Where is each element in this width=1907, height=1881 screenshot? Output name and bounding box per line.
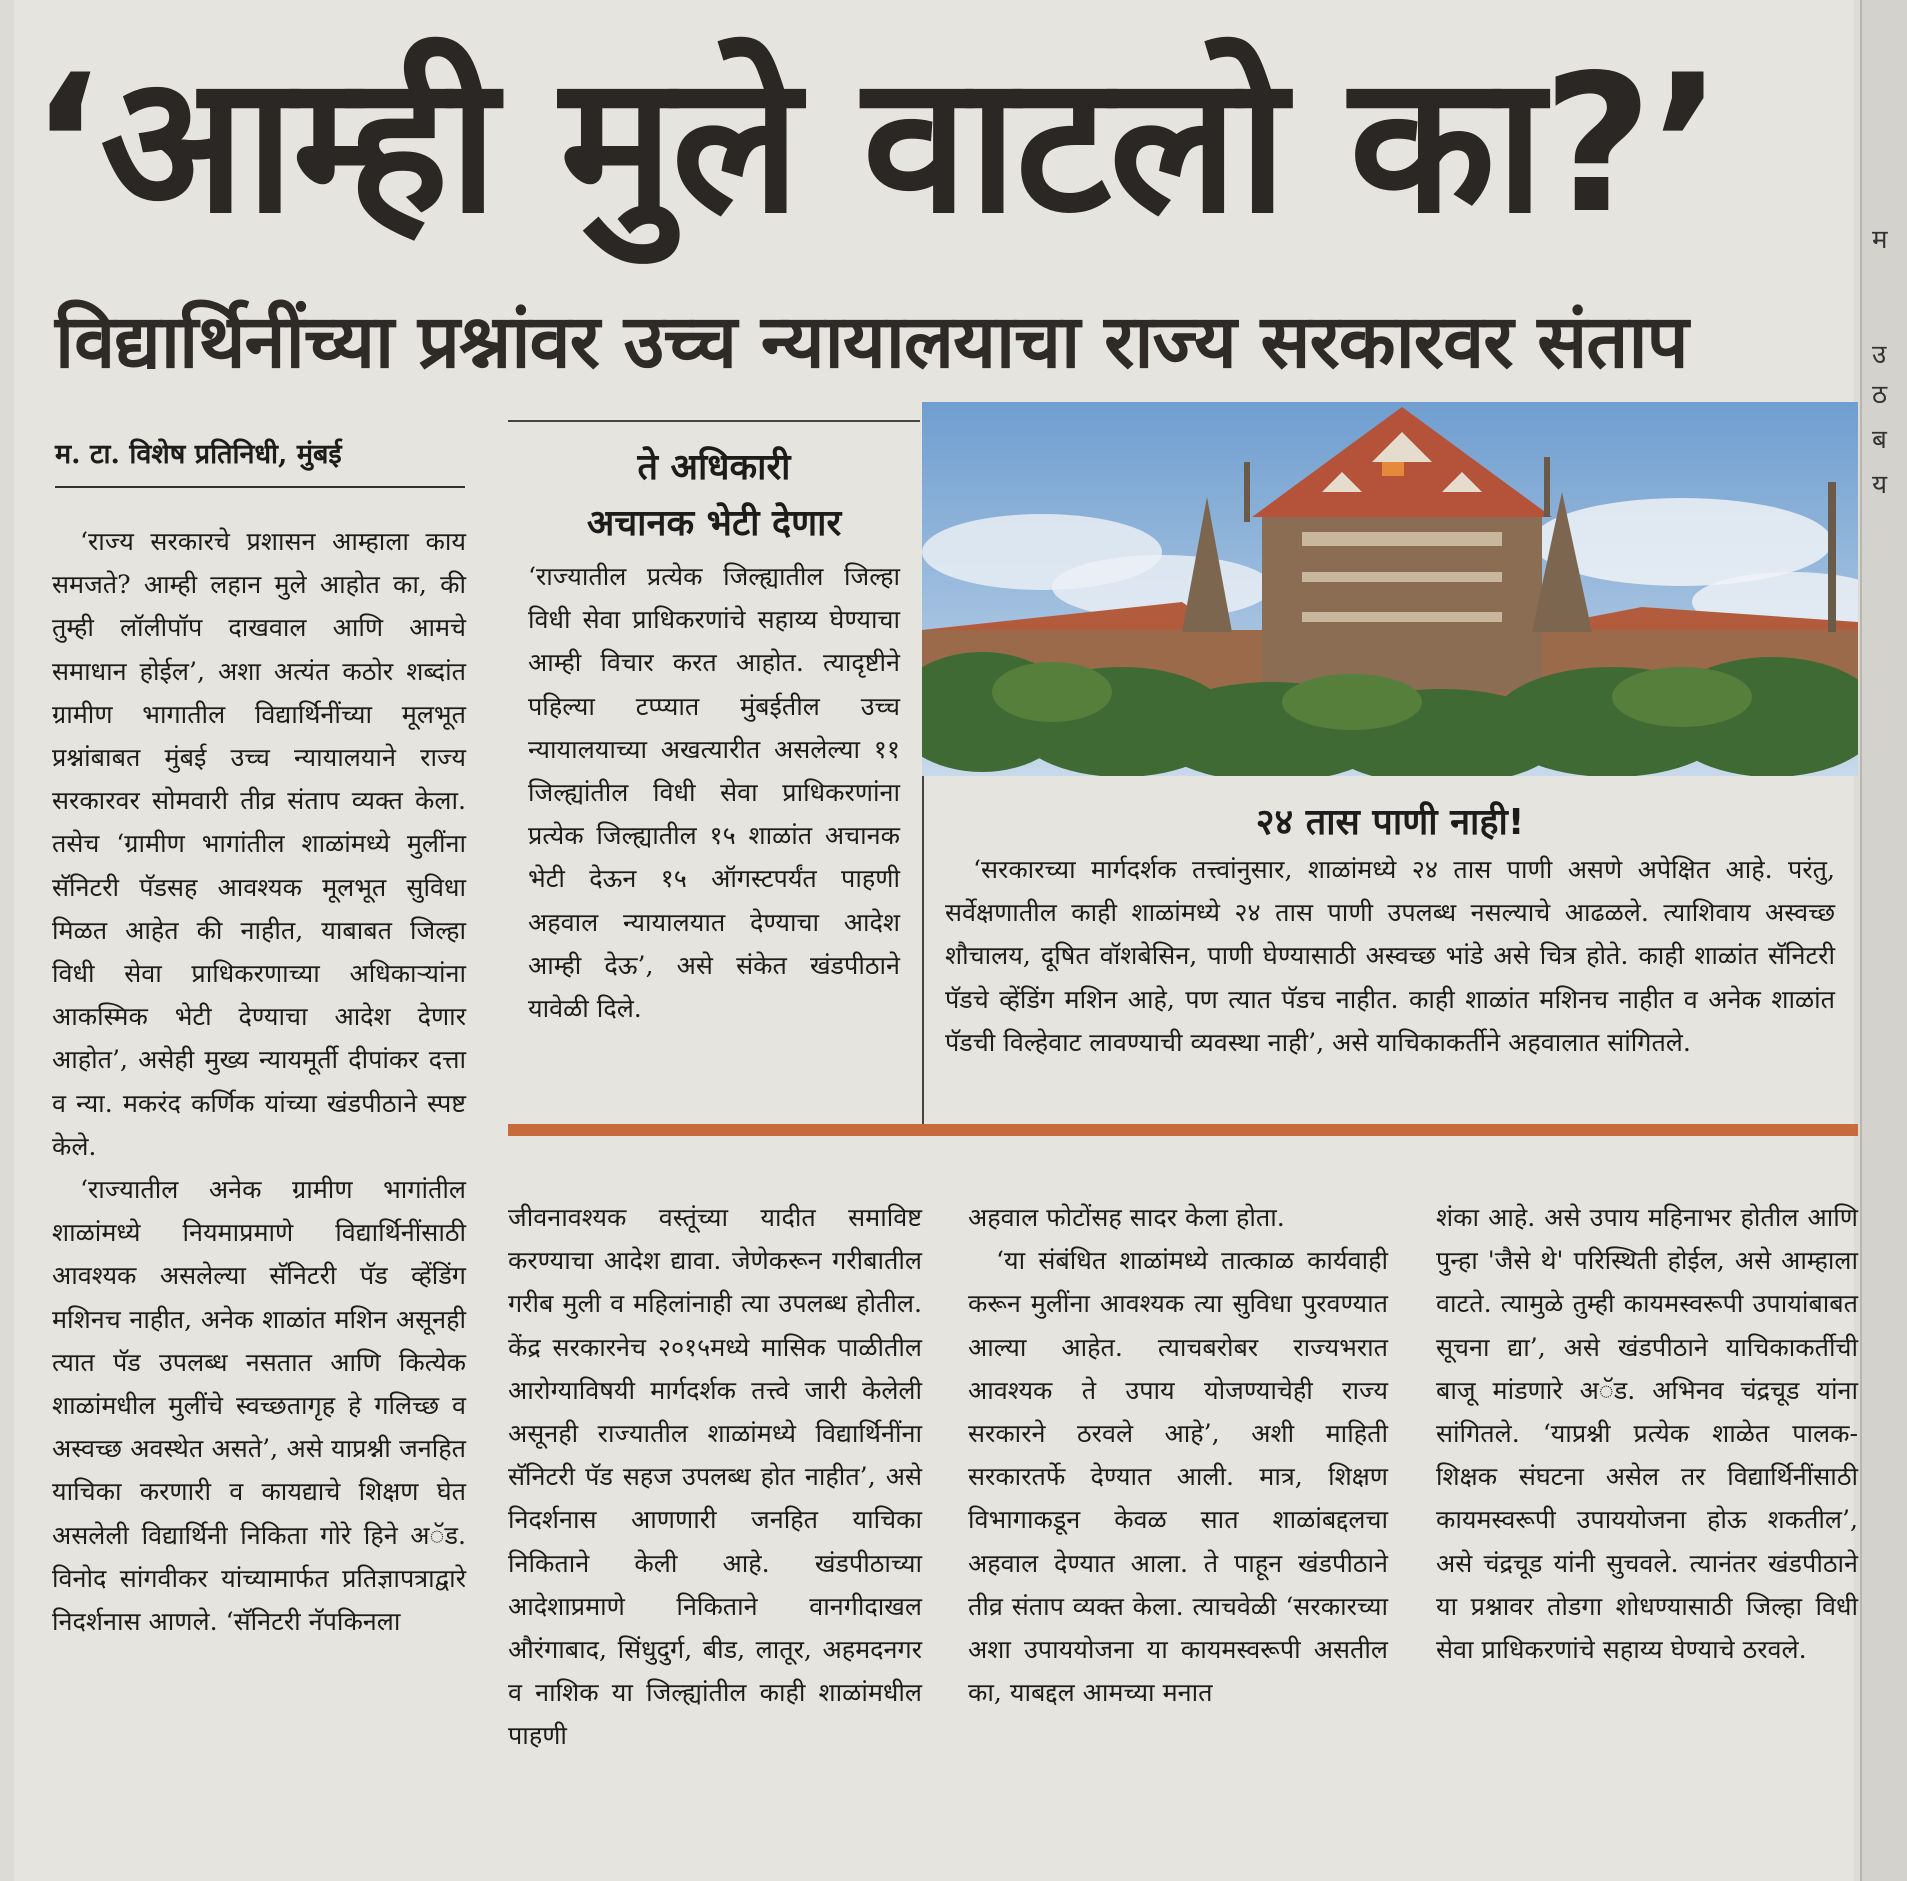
subheadline: विद्यार्थिनींच्या प्रश्नांवर उच्च न्यायालयाचा राज्य सरकारवर संताप [55, 299, 1688, 385]
box-text [528, 555, 900, 1030]
edge-glyph: ठ [1872, 380, 1888, 410]
byline-rule [55, 486, 465, 488]
byline: म. टा. विशेष प्रतिनिधी, मुंबई [55, 439, 342, 470]
box-title-line: ते अधिकारी [637, 447, 791, 488]
box-title [508, 440, 920, 552]
high-court-photo [922, 402, 1858, 776]
box-rule [508, 420, 920, 422]
paragraph: ‘राज्य सरकारचे प्रशासन आम्हाला काय समजते? आम्ही लहान मुले आहोत का, की तुम्ही लॉलीपॉप दाखवाल आणि आमचे समाधान होईल’, अशा अत्यंत कठोर शब्दांत ग्रामीण भागातील विद्यार्थिनींच्या मूलभूत प्रश्नांबाबत मुंबई उच्च न्यायालयाने राज्य सरकारवर सोमवारी तीव्र संताप व्यक्त केला. तसेच ‘ग्रामीण भागांतील शाळांमध्ये मुलींना सॅनिटरी पॅडसह आवश्यक मूलभूत सुविधा मिळत आहेत की नाहीत, याबाबत जिल्हा विधी सेवा प्राधिकरणाच्या अधिकाऱ्यांना आकस्मिक भेटी देण्याचा आदेश देणार आहोत’, असेही मुख्य न्यायमूर्ती दीपांकर दत्ता व न्या. मकरंद कर्णिक यांच्या खंडपीठाने स्पष्ट केले. [52, 527, 466, 1161]
edge-glyph: उ [1872, 340, 1887, 370]
paragraph: जीवनावश्यक वस्तूंच्या यादीत समाविष्ट करण्याचा आदेश द्यावा. जेणेकरून गरीबातील गरीब मुली व महिलांनाही त्या उपलब्ध होतील. केंद्र सरकारनेच २०१५मध्ये मासिक पाळीतील आरोग्याविषयी मार्गदर्शक तत्त्वे जारी केलेली असूनही राज्यातील शाळांमध्ये विद्यार्थिनींना सॅनिटरी पॅड सहज उपलब्ध होत नाहीत’, असे निदर्शनास आणणारी जनहित याचिका निकिताने केली आहे. खंडपीठाच्या आदेशाप्रमाणे निकिताने वानगीदाखल औरंगाबाद, सिंधुदुर्ग, बीड, लातूर, अहमदनगर व नाशिक या जिल्ह्यांतील काही शाळांमधील पाहणी [508, 1203, 922, 1751]
adjacent-page-edge [1860, 0, 1907, 1881]
paragraph: ‘या संबंधित शाळांमध्ये तात्काळ कार्यवाही करून मुलींना आवश्यक त्या सुविधा पुरवण्यात आल्या आहेत. त्याचबरोबर राज्यभरात आवश्यक ते उपाय योजण्याचेही राज्य सरकारने ठरवले आहे’, अशी माहिती सरकारतर्फे देण्यात आली. मात्र, शिक्षण विभागाकडून केवळ सात शाळांबद्दलचा अहवाल देण्यात आला. ते पाहून खंडपीठाने तीव्र संताप व्यक्त केला. त्याचवेळी ‘सरकारच्या अशा उपाययोजना या कायमस्वरूपी असतील का, याबद्दल आमच्या मनात [968, 1246, 1388, 1708]
sidebar-text [945, 848, 1835, 1064]
section-divider [508, 1124, 1858, 1136]
paragraph: शंका आहे. असे उपाय महिनाभर होतील आणि पुन्हा 'जैसे थे' परिस्थिती होईल, असे आम्हाला वाटते. त्यामुळे तुम्ही कायमस्वरूपी उपायांबाबत सूचना द्या’, असे खंडपीठाने याचिकाकर्तीची बाजू मांडणारे अॅड. अभिनव चंद्रचूड यांना सांगितले. ‘याप्रश्नी प्रत्येक शाळेत पालक-शिक्षक संघटना असेल तर विद्यार्थिनींसाठी कायमस्वरूपी उपाययोजना होऊ शकतील’, असे चंद्रचूड यांनी सुचवले. त्यानंतर खंडपीठाने या प्रश्नावर तोडगा शोधण्यासाठी जिल्हा विधी सेवा प्राधिकरणांचे सहाय्य घेण्याचे ठरवले. [1436, 1203, 1858, 1665]
article-column-1 [52, 520, 466, 1643]
paragraph: ‘राज्यातील प्रत्येक जिल्ह्यातील जिल्हा विधी सेवा प्राधिकरणांचे सहाय्य घेण्याचा आम्ही विचार करत आहोत. त्यादृष्टीने पहिल्या टप्प्यात मुंबईतील उच्च न्यायालयाच्या अखत्यारीत असलेल्या ११ जिल्ह्यांतील विधी सेवा प्राधिकरणांना प्रत्येक जिल्ह्यातील १५ शाळांत अचानक भेटी देऊन १५ ऑगस्टपर्यंत पाहणी अहवाल न्यायालयात देण्याचा आदेश आम्ही देऊ’, असे संकेत खंडपीठाने यावेळी दिले. [528, 562, 900, 1024]
article-column-4 [1436, 1196, 1858, 1671]
sidebar-title: २४ तास पाणी नाही! [1255, 802, 1525, 843]
box-title-line: अचानक भेटी देणार [586, 503, 842, 544]
edge-glyph: ब [1872, 425, 1887, 455]
paragraph: ‘सरकारच्या मार्गदर्शक तत्त्वांनुसार, शाळांमध्ये २४ तास पाणी असणे अपेक्षित आहे. परंतु, सर्वेक्षणातील काही शाळांमध्ये २४ तास पाणी उपलब्ध नसल्याचे आढळले. त्याशिवाय अस्वच्छ शौचालय, दूषित वॉशबेसिन, पाणी घेण्यासाठी अस्वच्छ भांडे असे चित्र होते. काही शाळांत सॅनिटरी पॅडचे व्हेंडिंग मशिन आहे, पण त्यात पॅडच नाहीत. काही शाळांत मशिनच नाहीत व अनेक शाळांत पॅडची विल्हेवाट लावण्याची व्यवस्था नाही’, असे याचिकाकर्तीने अहवालात सांगितले. [945, 855, 1835, 1057]
paragraph: अहवाल फोटोंसह सादर केला होता. [968, 1203, 1285, 1232]
headline: ‘आम्ही मुले वाटलो का?’ [30, 34, 1721, 255]
article-column-3 [968, 1196, 1388, 1714]
edge-glyph: म [1872, 225, 1888, 255]
edge-glyph: य [1872, 470, 1888, 500]
article-column-2 [508, 1196, 922, 1758]
paragraph: ‘राज्यातील अनेक ग्रामीण भागांतील शाळांमध्ये नियमाप्रमाणे विद्यार्थिनींसाठी आवश्यक असलेल्या सॅनिटरी पॅड व्हेंडिंग मशिनच नाहीत, अनेक शाळांत मशिन असूनही त्यात पॅड उपलब्ध नसतात आणि कित्येक शाळांमधील मुलींचे स्वच्छतागृह हे गलिच्छ व अस्वच्छ अवस्थेत असते’, असे याप्रश्नी जनहित याचिका करणारी व कायद्याचे शिक्षण घेत असलेली विद्यार्थिनी निकिता गोरे हिने अॅड. विनोद सांगवीकर यांच्यामार्फत प्रतिज्ञापत्राद्वारे निदर्शनास आणले. ‘सॅनिटरी नॅपकिनला [52, 1175, 466, 1637]
